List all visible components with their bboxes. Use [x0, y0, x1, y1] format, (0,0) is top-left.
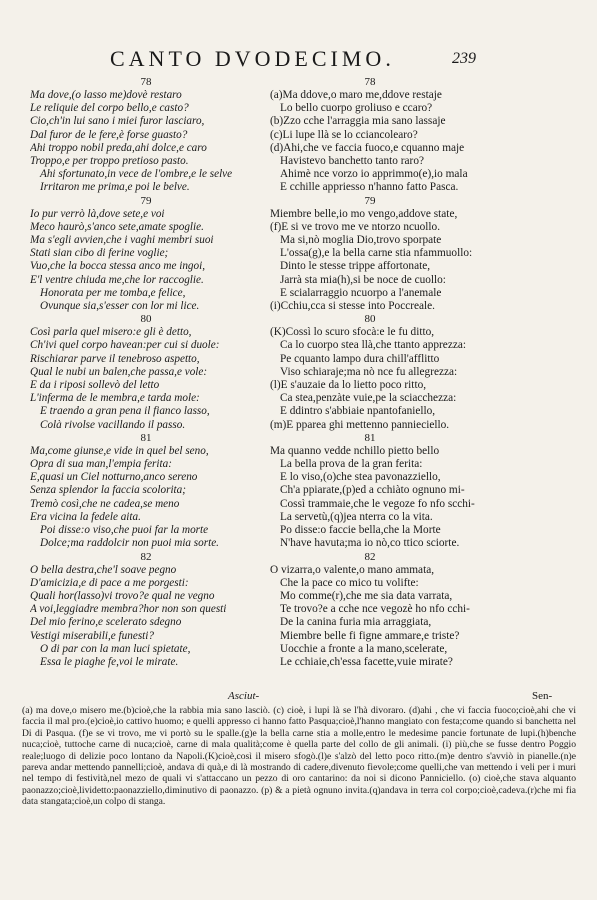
verse-line: Cio,ch'in lui sano i miei furor lasciaro, [30, 115, 205, 128]
verse-line: Io pur verrò là,dove sete,e voi [30, 207, 165, 220]
verse-line: Dinto le stesse trippe affortonate, [280, 260, 431, 273]
verse-line: Così parla quel misero:e gli è detto, [30, 326, 192, 339]
verse-line: Ca stea,penzàte vuie,pe la sciacchezza: [280, 392, 457, 405]
verse-line: Senza splendor la faccia scolorita; [30, 484, 186, 497]
verse-line: Del mio ferino,e scelerato sdegno [30, 616, 182, 629]
neapolitan-column [270, 76, 582, 669]
verse-line: A voi,leggiadre membra?hor non son questi [30, 603, 227, 616]
stanza-number: 80 [140, 313, 152, 326]
verse-line: Jarrà sta mia(h),si be noce de cuollo: [280, 273, 446, 286]
verse-line: Le reliquie del corpo bello,e casto? [30, 102, 189, 115]
page-header [0, 40, 597, 80]
verse-line: L'inferma de le membra,e tarda mole: [30, 392, 200, 405]
verse-line: La servetù,(q)jea nterra co la vita. [280, 510, 433, 523]
verse-line: Ahimè nce vorzo io apprimmo(e),io mala [280, 168, 468, 181]
verse-line: Ma s'egli avvien,che i vaghi membri suoi [30, 234, 214, 247]
verse-line: E,quasi un Ciel notturno,anco sereno [30, 471, 198, 484]
verse-line: Qual le nubi un balen,che passa,e vole: [30, 365, 208, 378]
verse-line: Uocchie a fronte a la mano,scelerate, [280, 642, 448, 655]
verse-line: E ddintro s'abbiaie npantofaniello, [280, 405, 436, 418]
stanza-number: 81 [364, 431, 376, 444]
verse-line: O bella destra,che'l soave pegno [30, 563, 177, 576]
verse-line: (l)E s'auzaie da lo lietto poco ritto, [270, 379, 427, 392]
verse-line: O di par con la man luci spietate, [40, 642, 191, 655]
italian-column [30, 76, 262, 669]
verse-line: Ch'ivi quel corpo havean:per cui si duole: [30, 339, 220, 352]
verse-line: E da i riposi sollevò del letto [30, 379, 160, 392]
verse-line: Lo bello cuorpo groliuso e ccaro? [280, 102, 433, 115]
footnotes [22, 705, 576, 808]
verse-line: D'amicizia,e di pace a me porgesti: [30, 576, 189, 589]
verse-line: Essa le piaghe fe,voi le mirate. [40, 655, 179, 668]
verse-line: Ma si,nò moglia Dio,trovo sporpate [280, 234, 442, 247]
verse-line: Quali hor(lasso)vi trovo?e qual ne vegno [30, 589, 215, 602]
verse-line: Opra di sua man,l'empia ferita: [30, 458, 172, 471]
verse-line: E scialarraggio ncuorpo a l'anemale [280, 286, 442, 299]
verse-line: Cossì trammaie,che le vegoze fo nfo scchi- [280, 497, 475, 510]
verse-line: Pe cquanto lampo dura chill'afflitto [280, 352, 440, 365]
verse-line: Tremò così,che ne cadea,se meno [30, 497, 180, 510]
verse-line: Dal furor de le fere,è forse guasto? [30, 128, 188, 141]
verse-line: (f)E si ve trovo me ve ntorzo ncuollo. [270, 220, 441, 233]
verse-line: Stati sian cibo di ferine voglie; [30, 247, 169, 260]
verse-line: Po disse:o faccie bella,che la Morte [280, 524, 441, 537]
verse-line: E traendo a gran pena il fianco lasso, [40, 405, 210, 418]
verse-line: Ma,come giunse,e vide in quel bel seno, [30, 444, 209, 457]
verse-line: Irritaron me prima,e poi le belve. [40, 181, 190, 194]
stanza-number: 79 [140, 194, 152, 207]
verse-line: Te trovo?e a cche nce vegozè ho nfo cchi- [280, 603, 470, 616]
verse-line: Che la pace co mico tu volifte: [280, 576, 419, 589]
verse-line: Dolce;ma raddolcir non puoi mia sorte. [40, 537, 219, 550]
verse-line: (c)Li lupe llà se lo cciancolearo? [270, 128, 418, 141]
verse-line: Era vicina la fedele aita. [30, 510, 141, 523]
verse-line: Vuo,che la bocca stessa anco me ingoi, [30, 260, 206, 273]
verse-line: E cchille appriesso n'hanno fatto Pasca. [280, 181, 459, 194]
canto-title: CANTO DVODECIMO. [110, 46, 395, 71]
stanza-number: 82 [140, 550, 152, 563]
stanza-number: 78 [140, 76, 152, 88]
verse-line: O vizarra,o valente,o mano ammata, [270, 563, 435, 576]
verse-line: N'have havuta;ma io nò,co ttico sciorte. [280, 537, 460, 550]
stanza-number: 79 [364, 194, 376, 207]
stanza-number: 81 [140, 431, 152, 444]
verse-line: Ovunque sia,s'esser con lor mi lice. [40, 300, 200, 313]
verse-line: (b)Zzo cche l'arraggia mia sano lassaje [270, 115, 446, 128]
verse-line: Poi disse:o viso,che puoi far la morte [40, 524, 209, 537]
verse-line: Ahi sfortunato,in vece de l'ombre,e le selve [40, 168, 233, 181]
verse-line: De la canina furia mia arraggiata, [280, 616, 432, 629]
verse-line: Mo comme(r),che me sia data varrata, [280, 589, 453, 602]
catchword-left: Asciut- [228, 690, 260, 702]
footnote-paragraph: (a) ma dove,o misero me.(b)cioè,che la rabbia mia sano lasciò. (c) cioè, i lupi là se l'hà divoraro. (d)ahi , che vi faccia fuoco;cioè,ahi che vi faccia il mal pro.(e)cioè,io cattivo huomo; e quelli appresso ci hanno fatto Pasqua;cioè,l'hanno mangiato con festa;come quando si banchetta nel Di di Pasqua. (f)e se vi trovo, me vi portò su le spalle.(g)e la bella carne stia a molle,entro le medesime pancie fortunate de lupi.(h)benche nuca;cioè, tuttoche carne di nuca;cioè, carne di mala qualità;come è quella parte del collo de gli animali. (i) più,che se fusse dentro Poggio reale;luogo di delizie poco lontano da Napoli.(K)cioè,così il misero sfogò.(l)e s'alzò del letto poco ritto.(m)e dentro s'avviò in pianelle.(n)e pareva andar mettendo pannelli;cioè, andava di quà,e di là mostrando di cadere,divenuto fievole;come quelli,che van mettendo i veli per i muri nel tempo di festività,nel mezo de quali vi s'attaccano un pezzo di oro cantarino: da noi si dicono Panniciello. (o) cioè,che stava alquanto paonazzo;cioè,lividetto:paonazziello,diminutivo di paonazzo. (p) & a pietà ognuno invita.(q)andava in terra col corpo;cioè,cadeva.(r)che mi fia data stangata;cioè,un colpo di stanga. [22, 705, 576, 808]
verse-line: Troppo,e per troppo pretioso pasto. [30, 155, 189, 168]
verse-line: Ca lo cuorpo stea llà,che ttanto apprezza: [280, 339, 467, 352]
verse-line: Vestigi miserabili,e funesti? [30, 629, 154, 642]
page-number: 239 [452, 50, 476, 67]
verse-line: E lo viso,(o)che stea pavonazziello, [280, 471, 441, 484]
verse-line: E'l ventre chiuda me,che lor raccoglie. [30, 273, 204, 286]
verse-line: Le cchiaie,ch'essa facette,vuie mirate? [280, 655, 453, 668]
verse-line: Ch'a ppiarate,(p)ed a cchiàto ognuno mi- [280, 484, 465, 497]
verse-line: Ma dove,(o lasso me)dovè restaro [30, 89, 182, 101]
stanza-number: 82 [364, 550, 376, 563]
verse-line: (i)Cchiu,cca si stesse into Poccreale. [270, 300, 436, 313]
verse-line: (m)E pparea ghi mettenno pannieciello. [270, 418, 450, 431]
catchword-right: Sen- [532, 690, 553, 702]
verse-line: Rischiarar parve il tenebroso aspetto, [30, 352, 200, 365]
stanza-number: 80 [364, 313, 376, 326]
verse-line: Viso schiaraje;ma nò nce fu allegrezza: [280, 365, 458, 378]
verse-line: (a)Ma ddove,o maro me,ddove restaje [270, 89, 442, 101]
verse-line: L'ossa(g),e la bella carne stia nfammuollo: [280, 247, 473, 260]
stanza-number: 78 [364, 76, 376, 88]
verse-line: Miembre belle,io mo vengo,addove state, [270, 207, 458, 220]
verse-line: Ahi troppo nobil preda,ahi dolce,e caro [30, 141, 207, 154]
verse-line: Honorata per me tomba,e felice, [40, 286, 186, 299]
verse-line: La bella prova de la gran ferita: [280, 458, 423, 471]
verse-line: Miembre belle fi figne ammare,e triste? [280, 629, 460, 642]
verse-line: (K)Cossì lo scuro sfocà:e le fu ditto, [270, 326, 435, 339]
verse-line: Meco haurò,s'anco sete,amate spoglie. [30, 220, 204, 233]
verse-line: (d)Ahi,che ve faccia fuoco,e cquanno maje [270, 141, 465, 154]
verse-line: Ma quanno vedde nchillo pietto bello [270, 444, 440, 457]
verse-line: Havistevo banchetto tanto raro? [280, 155, 424, 168]
verse-line: Colà rivolse vacillando il passo. [40, 418, 186, 431]
